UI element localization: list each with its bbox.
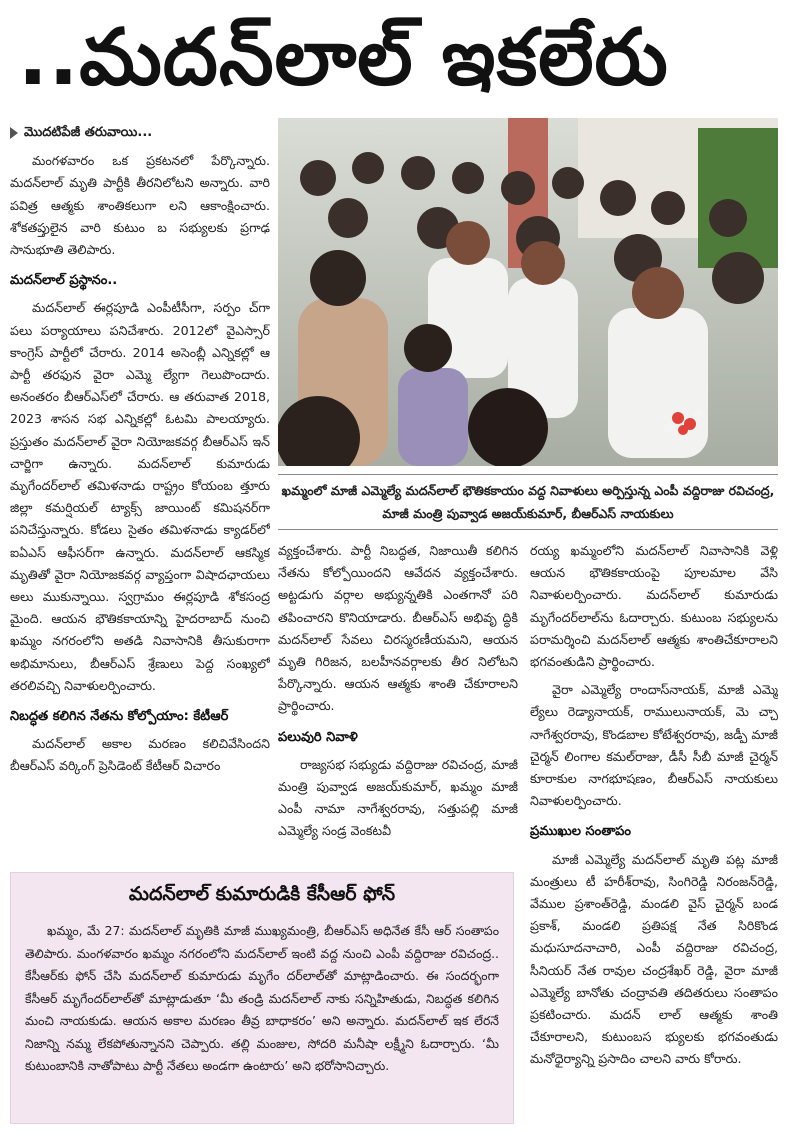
paragraph: రయ్య ఖమ్మంలోని మదన్‌లాల్ నివాసానికి వెళ్లి ఆయన భౌతికకాయంపై పూలమాల వేసి నివాళులర్పించారు. మదన్‌లాల్ కుమారుడు మృగేందర్‌లాల్‌ను ఓదార్చారు. కుటుంబ సభ్యులను పరామర్శించి మదన్‌లాల్ ఆత్మకు శాంతిచేకూరాలని భగవంతుడిని ప్రార్థించారు.	[530, 543, 778, 670]
paragraph: మంగళవారం ఒక ప్రకటనలో పేర్కొన్నారు. మదన్‌లాల్ మృతి పార్టీకి తీరనిలోటని అన్నారు. వారి పవిత్ర ఆత్మకు శాంతికలుగా లని ఆకాంక్షించారు. శోకతప్తులైన వారి కుటుం బ సభ్యులకు ప్రగాఢ సానుభూతి తెలిపారు.	[10, 153, 270, 258]
triangle-marker-icon	[10, 127, 18, 139]
news-photo	[278, 118, 778, 466]
continued-kicker	[10, 122, 270, 144]
box-body: ఖమ్మం, మే 27: మదన్‌లాల్ మృతికి మాజీ ముఖ్యమంత్రి, బీఆర్ఎస్ అధినేత కేసీ ఆర్ సంతాపం తెలిపారు. మంగళవారం ఖమ్మం నగరంలోని మదన్‌లాల్ ఇంటి వద్ద నుంచి ఎంపీ వద్దిరాజు రవిచంద్ర.. కేసీఆర్‌కు ఫోన్ చేసి మదన్‌లాల్ కుమారుడు మృగేం దర్‌లాల్‌తో మాట్లాడించారు. ఈ సందర్భంగా కేసీఆర్ మృగేందర్‌లాల్‌తో మాట్లాడుతూ ‘మీ తండ్రి మదన్‌లాల్ నాకు సన్నిహితుడు, నిబద్ధత కలిగిన మంచి నాయకుడు. ఆయన అకాల మరణం తీవ్ర బాధాకరం’ అని అన్నారు. మదన్‌లాల్ ఇక లేరనే నిజాన్ని నమ్మ లేకపోతున్నానని చెప్పారు. తల్లి మంజుల, సోదరి మనీషా లక్ష్మీని ఓదార్చారు. ‘మీ కుటుంబానికి నాతోపాటు పార్టీ నేతలు అండగా ఉంటారు’ అని భరోసానిచ్చారు.	[25, 923, 499, 1073]
article-column-middle	[278, 540, 518, 864]
box-title: మదన్‌లాల్ కుమారుడికి కేసీఆర్ ఫోన్	[128, 883, 396, 905]
subheading-madanlal-journey: మదన్‌లాల్ ప్రస్థానం..	[10, 273, 118, 289]
article-column-right	[530, 540, 778, 1126]
paragraph: వైరా ఎమ్మెల్యే రాందాస్‌నాయక్, మాజీ ఎమ్మె ల్యేలు రెడ్యానాయక్, రాములునాయక్, మె చ్చా నాగేశ్వరరావు, కొండబాల కోటేశ్వరరావు, జడ్పీ మాజీ చైర్మన్ లింగాల కమల్‌రాజు, డీసీ సీబీ మాజీ చైర్మన్ కూరాకుల నాగభూషణం, బీఆర్ఎస్ నాయకులు నివాళులర్పించారు.	[530, 682, 778, 809]
paragraph: రాజ్యసభ సభ్యుడు వద్దిరాజు రవిచంద్ర, మాజీ మంత్రి పువ్వాడ అజయ్‌కుమార్, ఖమ్మం మాజీ ఎంపీ నామా నాగేశ్వరరావు, సత్తుపల్లి మాజీ ఎమ్మెల్యే సండ్ర వెంకటవీ	[278, 756, 518, 839]
kcr-phone-box	[10, 872, 514, 1124]
paragraph: మదన్‌లాల్ అకాల మరణం కలిచివేసిందని బీఆర్ఎస్ వర్కింగ్ ప్రెసిడెంట్ కేటీఆర్ విచారం	[10, 736, 270, 774]
paragraph: మదన్‌లాల్ ఈర్లపూడి ఎంపీటీసీగా, సర్పం చ్‌గా పలు పర్యాయాలు పనిచేశారు. 2012లో వైఎస్సార్ కాంగ్రెస్ పార్టీలో చేరారు. 2014 అసెంబ్లీ ఎన్నికల్లో ఆ పార్టీ తరఫున వైరా ఎమ్మె ల్యేగా గెలుపొందారు. అనంతరం బీఆర్ఎస్‌లో చేరారు. ఆ తరువాత 2018, 2023 శాసన సభ ఎన్నికల్లో ఓటమి పాలయ్యారు. ప్రస్తుతం మదన్‌లాల్ వైరా నియోజకవర్గ బీఆర్ఎస్ ఇన్ చార్జిగా ఉన్నారు. మదన్‌లాల్ కుమారుడు మృగేందర్‌లాల్ తమిళనాడు రాష్ట్రం కోయంబ త్తూరు జిల్లా కమర్షియల్ ట్యాక్స్ జాయింట్ కమిషనర్‌గా పనిచేస్తున్నారు. కోడలు సైతం తమిళనాడు క్యాడర్‌లో ఐఏఎస్ ఆఫీసర్‌గా ఉన్నారు. మదన్‌లాల్ ఆకస్మిక మృతితో వైరా నియోజకవర్గ వ్యాప్తంగా విషాదఛాయలు అలు ముకున్నాయి. స్వగ్రామం ఈర్లపూడి శోకసంద్ర మైంది. ఆయన భౌతికకాయాన్ని హైదరాబాద్ నుంచి ఖమ్మం నగరంలోని అతడి నివాసానికి తీసుకురాగా అభిమానులు, బీఆర్ఎస్ శ్రేణులు పెద్ద సంఖ్యలో తరలివచ్చి నివాళులర్పించారు.	[10, 300, 270, 693]
subheading-tributes: పలువురి నివాళి	[278, 729, 358, 745]
paragraph: మాజీ ఎమ్మెల్యే మదన్‌లాల్ మృతి పట్ల మాజీ మంత్రులు టీ హరీశ్‌రావు, సింగిరెడ్డి నిరంజన్‌రెడ్డి, వేముల ప్రశాంత్‌రెడ్డి, మండలి వైస్ చైర్మన్ బండ ప్రకాశ్, మండలి ప్రతిపక్ష నేత సిరికొండ మధుసూదనాచారి, ఎంపీ వద్దిరాజు రవిచంద్ర, సీనియర్ నేత రావుల చంద్రశేఖర్ రెడ్డి, వైరా మాజీ ఎమ్మెల్యే బానోతు చంద్రావతి తదితరులు సంతాపం ప్రకటించారు. మదన్ లాల్ ఆత్మకు శాంతి చేకూరాలని, కుటుంబస భ్యులకు భగవంతుడు మనోధైర్యాన్ని ప్రసాదిం చాలని వారు కోరారు.	[530, 851, 778, 1067]
crowd-photo-illustration	[278, 118, 778, 466]
subheading-ktr: నిబద్ధత కలిగిన నేతను కోల్పోయాం: కేటీఆర్	[10, 709, 229, 725]
paragraph: వ్యక్తంచేశారు. పార్టీ నిబద్ధత, నిజాయితీ కలిగిన నేతను కోల్పోయిందని ఆవేదన వ్యక్తంచేశారు. అట్టడుగు వర్గాల అభ్యున్నతికి ఎంతగానో పరి తపించారని కొనియాడారు. బీఆర్ఎస్ అభివృ ద్ధికి మదన్‌లాల్ సేవలు చిరస్మరణీయమని, ఆయన మృతి గిరిజన, బలహీనవర్గాలకు తీర నిలోటని పేర్కొన్నారు. ఆయన ఆత్మకు శాంతి చేకూరాలని ప్రార్థించారు.	[278, 543, 518, 714]
kicker-text: మొదటిపేజీ తరువాయి...	[24, 125, 153, 140]
photo-caption: ఖమ్మంలో మాజీ ఎమ్మెల్యే మదన్‌లాల్ భౌతికకాయం వద్ద నివాళులు అర్పిస్తున్న ఎంపీ వద్దిరాజు రవిచంద్ర, మాజీ మంత్రి పువ్వాడ అజయ్‌కుమార్, బీఆర్ఎస్ నాయకులు	[278, 474, 778, 530]
subheading-condolences: ప్రముఖుల సంతాపం	[530, 824, 631, 840]
article-column-left	[10, 122, 270, 864]
page-headline: ..మదన్‌లాల్ ఇకలేరు	[18, 13, 669, 103]
